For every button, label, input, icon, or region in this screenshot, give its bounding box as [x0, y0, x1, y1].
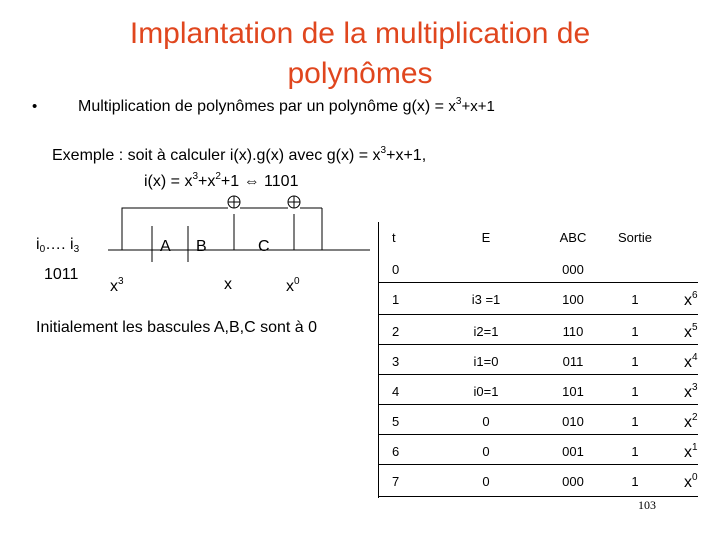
flipflop-c-label: C [258, 238, 270, 255]
cell-e: i2=1 [473, 324, 499, 339]
state-table [378, 222, 718, 502]
cell-power: $x^6$ [684, 290, 698, 309]
cell-power: $x^5$ [684, 322, 698, 341]
cell-sortie: 1 [631, 324, 639, 339]
equivalence-arrow-icon: ⇔ [243, 173, 260, 190]
tap-x-label: x [224, 276, 232, 293]
cell-sortie: 1 [631, 384, 639, 399]
tap-x0-label: $x^0$ [286, 276, 300, 295]
cell-t: 7 [392, 474, 400, 489]
cell-e: i3 =1 [471, 292, 501, 307]
cell-abc: 000 [562, 474, 584, 489]
cell-abc: 001 [562, 444, 584, 459]
header-abc: ABC [559, 230, 587, 245]
cell-power: $x^3$ [684, 382, 698, 401]
cell-abc: 101 [562, 384, 584, 399]
example-line-2: $i(x) = x^3+x^2+1$ ⇔ 1101 [144, 171, 299, 190]
cell-t: 0 [392, 262, 400, 277]
table-left-border [378, 222, 379, 498]
cell-e: 0 [482, 414, 490, 429]
flipflop-b-label: B [196, 238, 207, 255]
cell-abc: 011 [562, 354, 584, 369]
flipflop-a-label: A [160, 238, 171, 255]
header-e: E [481, 230, 491, 245]
cell-t: 6 [392, 444, 400, 459]
cell-power: $x^4$ [684, 352, 698, 371]
cell-power: $x^1$ [684, 442, 698, 461]
cell-e: 0 [482, 444, 490, 459]
bullet-main-text: Multiplication de polynômes par un polynôme g(x) = [78, 98, 449, 115]
cell-t: 3 [392, 354, 400, 369]
cell-abc: 100 [562, 292, 584, 307]
input-sequence-label: $i_0\dots$. $i_3$ [36, 236, 80, 255]
cell-sortie: 1 [631, 444, 639, 459]
cell-power: $x^0$ [684, 472, 698, 491]
title-line-1: Implantation de la multiplication de [129, 17, 591, 50]
cell-sortie: 1 [631, 292, 639, 307]
cell-e: i0=1 [473, 384, 499, 399]
cell-e: i1=0 [473, 354, 499, 369]
row-divider [378, 464, 698, 465]
header-t: t [392, 230, 396, 245]
tap-x3-label: $x^3$ [110, 276, 124, 295]
cell-sortie: 1 [631, 414, 639, 429]
cell-sortie: 1 [631, 474, 639, 489]
cell-abc: 010 [562, 414, 584, 429]
cell-t: 4 [392, 384, 400, 399]
row-divider [378, 282, 698, 283]
header-sortie: Sortie [618, 230, 652, 245]
cell-abc: 000 [562, 262, 584, 277]
cell-t: 2 [392, 324, 400, 339]
row-divider [378, 314, 698, 315]
gx-polynomial: $x^3+x+1$ [448, 96, 495, 115]
cell-abc: 110 [562, 324, 584, 339]
row-divider [378, 404, 698, 405]
row-divider [378, 434, 698, 435]
cell-sortie: 1 [631, 354, 639, 369]
input-value: 1011 [44, 266, 79, 283]
bullet-symbol: • [32, 98, 38, 115]
page-number: 103 [638, 498, 656, 512]
row-divider [378, 374, 698, 375]
feedback-wire [122, 208, 228, 250]
row-divider [378, 496, 698, 497]
cell-t: 1 [392, 292, 400, 307]
cell-t: 5 [392, 414, 400, 429]
init-note: Initialement les bascules A,B,C sont à 0 [36, 319, 318, 336]
cell-e: 0 [482, 474, 490, 489]
title-line-2: polynômes [287, 57, 433, 90]
example-line-1: Exemple : soit à calculer i(x).g(x) avec $g(x) = x^3+x+1$, [52, 145, 427, 164]
cell-power: $x^2$ [684, 412, 698, 431]
row-divider [378, 344, 698, 345]
